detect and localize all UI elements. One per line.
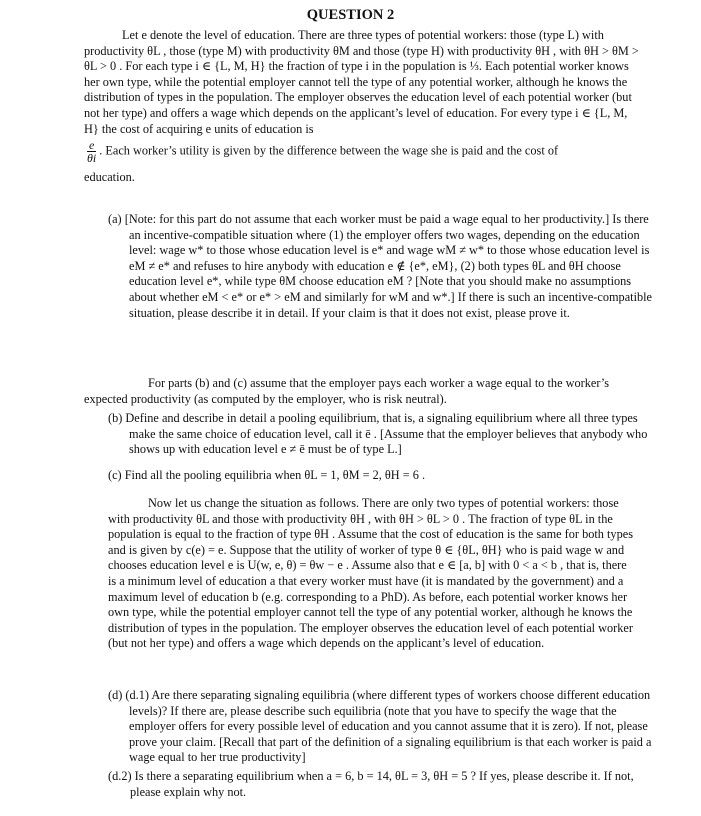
intro-paragraph [84, 28, 640, 186]
cost-fraction-numerator: e [88, 138, 95, 153]
part-d1: (d) (d.1) Are there separating signaling equilibria (where different types of workers choose different education levels)? If there are, please describe such equilibria (note that you have to specify the wage that the employer offers for every possible level of education and you cannot assume that it is zero). If not, please prove your claim. [Recall that part of the definition of a signaling equilibrium is that each worker is paid a wage equal to her true productivity] [108, 688, 652, 765]
paragraph-b-c [84, 376, 636, 407]
part-b: (b) Define and describe in detail a pooling equilibrium, that is, a signaling equilibrium where all three types make the same choice of education level, call it ē . [Assume that the employer believes that anybody who shows up with education level e ≠ ē must be of type L.] [108, 411, 648, 457]
intro-cost-line [84, 139, 640, 164]
paragraph-b-c-text: For parts (b) and (c) assume that the employer pays each worker a wage equal to the worker’s expected productivity (as computed by the employer, who is risk neutral). [84, 376, 610, 406]
intro-utility-text: . Each worker’s utility is given by the difference between the wage she is paid and the cost of [99, 143, 559, 158]
part-c: (c) Find all the pooling equilibria when θL = 1, θM = 2, θH = 6 . [108, 468, 426, 482]
part-d2: (d.2) Is there a separating equilibrium when a = 6, b = 14, θL = 3, θH = 5 ? If yes, please describe it. If not, please explain why not. [108, 769, 634, 799]
part-a: (a) [Note: for this part do not assume that each worker must be paid a wage equal to her productivity.] Is there an incentive-compatible situation where (1) the employer offers two wages, depending on the education level: wage w* to those whose education level is e* and wage wM ≠ w* to those whose education level is eM ≠ e* and refuses to hire anybody with education e ∉ {e*, eM}, (2) both types θL and θH choose education level e*, while type θM choose education eM ? [Note that you should make no assumptions about whether eM < e* or e* > eM and similarly for wM and w*.] If there is such an incentive-compatible situation, please describe it in detail. If your claim is that it does not exist, please prove it. [108, 212, 653, 320]
intro-end-text: education. [84, 170, 135, 185]
paragraph-d-text: Now let us change the situation as follows. There are only two types of potential workers: those with productivity θL and those with productivity θH , with θH > θL > 0 . The fraction of type θL in the population is equal to the fraction of type θH . Assume that the cost of education is the same for both types and is given by c(e) = e. Suppose that the utility of worker of type θ ∈ {θL, θH} who is paid wage w and chooses education level e is U(w, e, θ) = θw − e . Assume also that e ∈ [a, b] with 0 < a < b , that is, there is a minimum level of education a that every worker must have (it is mandated by the government) and a maximum level of education b (e.g. corresponding to a PhD). As before, each potential worker knows her own type, while the potential employer cannot tell the type of any potential worker, although he knows the distribution of types in the population. The employer observes the education level of each potential worker (but not her type) and offers a wage which depends on the applicant’s level of education. [108, 496, 633, 651]
cost-fraction [85, 139, 98, 164]
question-title: QUESTION 2 [306, 7, 395, 23]
intro-text: Let e denote the level of education. There are three types of potential workers: those (type L) with productivity θL , those (type M) with productivity θM and those (type H) with productivity θH , with θH > θM > θL > 0 . For each type i ∈ {L, M, H} the fraction of type i in the population is ⅓. Each potential worker knows her own type, while the potential employer cannot tell the type of any potential worker, although he knows the distribution of types in the population. The employer observes the education level of each potential worker (but not her type) and offers a wage which depends on the applicant’s level of education. For every type i ∈ {L, M, H} the cost of acquiring e units of education is [84, 28, 639, 136]
cost-fraction-denominator: θi [87, 151, 97, 166]
paragraph-d-setup [108, 496, 635, 652]
